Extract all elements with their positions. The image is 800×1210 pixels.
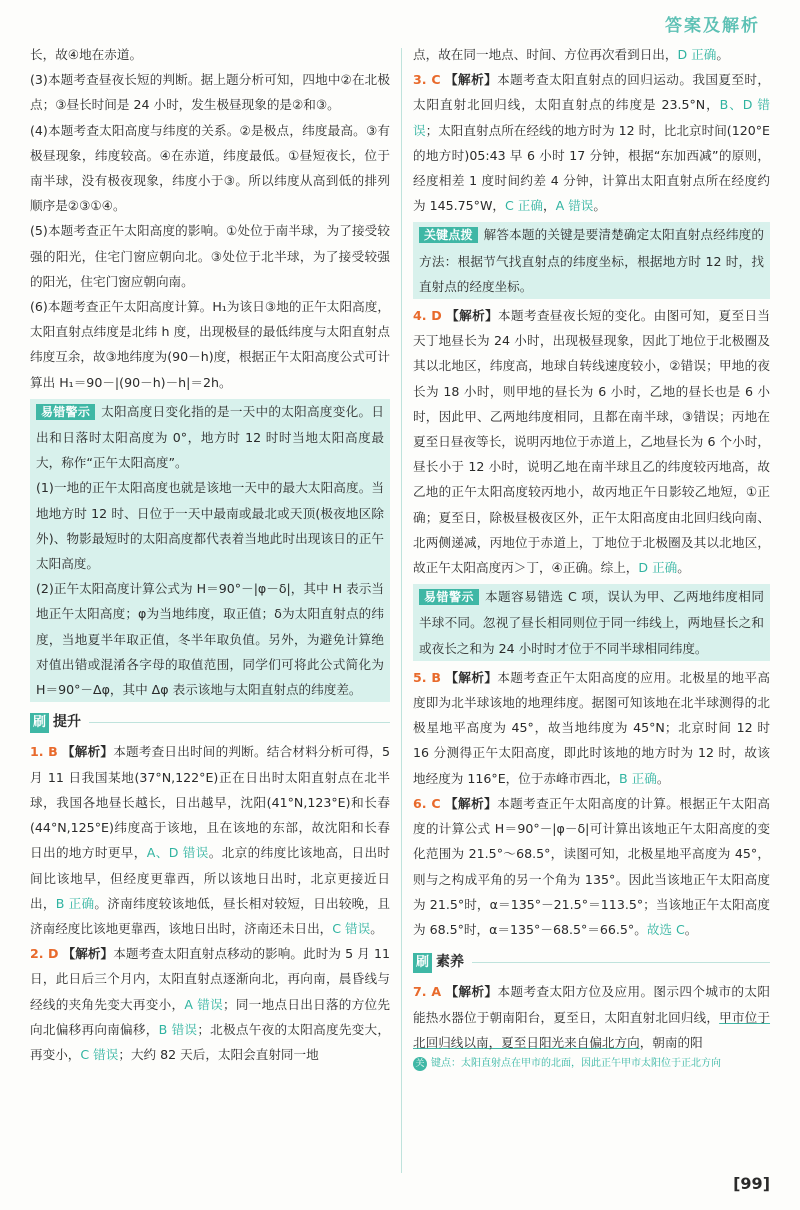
answer-1: 1. B 【解析】本题考查日出时间的判断。结合材料分析可得，5 月 11 日我国某地(37°N,122°E)正在日出时太阳直射点在北半球，我国各地昼长越长，日出越早，沈阳(41°N,123°E)和长春(44°N,125°E)纬度高于该地，且在该地的东部，故沈阳和长春日出的地方时更早，A、D 错误。北京的纬度比该地高，日出时间比该地早，但经度更靠西，所以该地日出时，北京更接近日出，B 正确。济南纬度较该地低，昼长相对较短，日出较晚，且济南经度比该地更靠西，该地日出时，济南还未日出，C 错误。 <box>30 744 391 936</box>
section-rule <box>472 962 770 963</box>
answer-2-continued: 点，故在同一地点、时间、方位再次看到日出，D 正确。 <box>413 47 729 62</box>
answer-5: 5. B 【解析】本题考查正午太阳高度的应用。北极星的地平高度即为北半球该地的地理纬度。据图可知该地在北半球测得的北极星地平高度为 45°，故当地纬度为 45°N；北京时间 12 时 16 分测得正午太阳高度，即此时该地的地方时为 12 时，故该地经度为 116°E，位于赤峰市西北，B 正确。 <box>413 669 771 786</box>
error-warning-label-2: 易错警示 <box>419 589 479 605</box>
left-paragraph-0: 长，故④地在赤道。 <box>30 47 143 62</box>
section-rule <box>89 722 390 723</box>
error-warning-box-2 <box>413 584 770 661</box>
section-header-improve <box>30 710 390 735</box>
key-point-box <box>413 222 770 299</box>
handwritten-note <box>413 1057 770 1071</box>
error-warning-text-1: 太阳高度日变化指的是一天中的太阳高度变化。日出和日落时太阳高度为 0°，地方时 12 时时当地太阳高度最大，称作“正午太阳高度”。 <box>36 403 384 471</box>
error-warning-text-3: (2)正午太阳高度计算公式为 H＝90°－|φ－δ|，其中 H 表示当地正午太阳高度；φ为当地纬度，取正值；δ为太阳直射点的纬度，当地夏半年取正值，冬半年取负值。另外，为避免计算绝对值出错或混淆各字母的取值范围，同学们可将此公式简化为 H＝90°－Δφ，其中 Δφ 表示该地与太阳直射点的纬度差。 <box>36 581 384 698</box>
note-text: 键点：太阳直射点在甲市的北面，因此正午甲市太阳位于正北方向 <box>431 1057 721 1069</box>
section-title: 提升 <box>53 714 82 731</box>
left-column <box>30 42 390 1067</box>
left-paragraph-3: (3)本题考查昼夜长短的判断。据上题分析可知，四地中②在北极点；③昼长时间是 24 小时，发生极昼现象的是②和③。 <box>30 72 390 113</box>
brush-icon: 刷 <box>30 713 49 733</box>
section-header-literacy <box>413 950 770 975</box>
section-title: 素养 <box>436 954 465 971</box>
key-point-label: 关键点拨 <box>419 227 478 243</box>
error-warning-text: 本题容易错选 C 项，误认为甲、乙两地纬度相同半球不同。忽视了昼长相同则位于同一纬线上，两地昼长之和或夜长之和为 24 小时时才位于不同半球相同纬度。 <box>419 589 764 656</box>
key-point-text: 解答本题的关键是要清楚确定太阳直射点经纬度的方法：根据节气找直射点的纬度坐标，根据地方时 12 时，找直射点的经度坐标。 <box>419 227 764 294</box>
left-paragraph-6: (6)本题考查正午太阳高度计算。H₁为该日③地的正午太阳高度，太阳直射点纬度是北纬 h 度，出现极昼的最低纬度与太阳直射点纬度互余，故③地纬度为(90－h)度，根据正午太阳高度公式可计算出 H₁＝90－|(90－h)－h|＝2h。 <box>30 299 390 390</box>
page-header-title: 答案及解析 <box>665 16 760 36</box>
page-number: [99] <box>733 1173 770 1193</box>
error-warning-label: 易错警示 <box>36 404 95 420</box>
key-icon: 关 <box>413 1057 427 1071</box>
error-warning-text-2: (1)一地的正午太阳高度也就是该地一天中的最大太阳高度。当地地方时 12 时、日位于一天中最南或最北或天顶(极夜地区除外)、物影最短时的太阳高度都代表着当地此时出现该日的正午太阳高度。 <box>36 480 384 572</box>
answer-3: 3. C 【解析】本题考查太阳直射点的回归运动。我国夏至时，太阳直射北回归线，太阳直射点的纬度是 23.5°N，B、D 错误；太阳直射点所在经线的地方时为 12 时，比北京时间(120°E 的地方时)05:43 早 6 小时 17 分钟，根据“东加西减”的原则，经度相差 1 度时间约差 4 分钟，计算出太阳直射点所在经度约为 145.75°W，C 正确，A 错误。 <box>413 72 771 214</box>
brush-icon: 刷 <box>413 953 432 973</box>
right-column <box>413 42 770 1071</box>
answer-2: 2. D 【解析】本题考查太阳直射点移动的影响。此时为 5 月 11 日，此日后三个月内，太阳直射点逐渐向北，再向南，晨昏线与经线的夹角先变大再变小，A 错误；同一地点日出日落的方位先向北偏移再向南偏移，B 错误；北极点午夜的太阳高度先变大，再变小，C 错误；大约 82 天后，太阳会直射同一地 <box>30 946 391 1062</box>
answer-7: 7. A 【解析】本题考查太阳方位及应用。图示四个城市的太阳能热水器位于朝南阳台，夏至日，太阳直射北回归线，甲市位于北回归线以南，夏至日阳光来自偏北方向，朝南的阳 <box>413 984 771 1050</box>
left-paragraph-5: (5)本题考查正午太阳高度的影响。①处位于南半球，为了接受较强的阳光，住宅门窗应朝向北。③处位于北半球，为了接受较强的阳光，住宅门窗应朝向南。 <box>30 223 390 289</box>
answer-4: 4. D 【解析】本题考查昼夜长短的变化。由图可知，夏至日当天丁地昼长为 24 小时，出现极昼现象，因此丁地位于北极圈及其以北地区，纬度高，地球自转线速度较小，②错误；甲地的夜长为 18 小时，则甲地的昼长为 6 小时，乙地的昼长也是 6 小时，因此甲、乙两地纬度相同，且都在南半球，③错误；丙地在夏至日昼夜等长，说明丙地位于赤道上，乙地昼长为 6 个小时，昼长小于 12 小时，说明乙地在南半球且乙的纬度较丙地高，故乙地的正午太阳高度较丙地小，故丙地正午日影较乙地短，①正确；夏至日，除极昼极夜区外，正午太阳高度由北回归线向南、北两侧递减，丙地位于赤道上，丁地位于北极圈及其以北地区，故正午太阳高度丙＞丁，④正确。综上，D 正确。 <box>413 308 770 576</box>
left-paragraph-4: (4)本题考查太阳高度与纬度的关系。②是极点，纬度最高。③有极昼现象，纬度较高。④在赤道，纬度最低。①昼短夜长，位于南半球，没有极夜现象，纬度小于③。所以纬度从高到低的排列顺序是②③①④。 <box>30 122 390 214</box>
error-warning-box <box>30 399 390 702</box>
answer-6: 6. C 【解析】本题考查正午太阳高度的计算。根据正午太阳高度的计算公式 H＝90°－|φ－δ|可计算出该地正午太阳高度的变化范围为 21.5°～68.5°，读图可知，北极星地平高度为 45°，则与之构成平角的另一个角为 135°。因此当该地正午太阳高度为 21.5°时，α＝135°－21.5°＝113.5°；当该地正午太阳高度为 68.5°时，α＝135°－68.5°＝66.5°。故选 C。 <box>413 795 771 937</box>
column-divider <box>401 48 402 1173</box>
